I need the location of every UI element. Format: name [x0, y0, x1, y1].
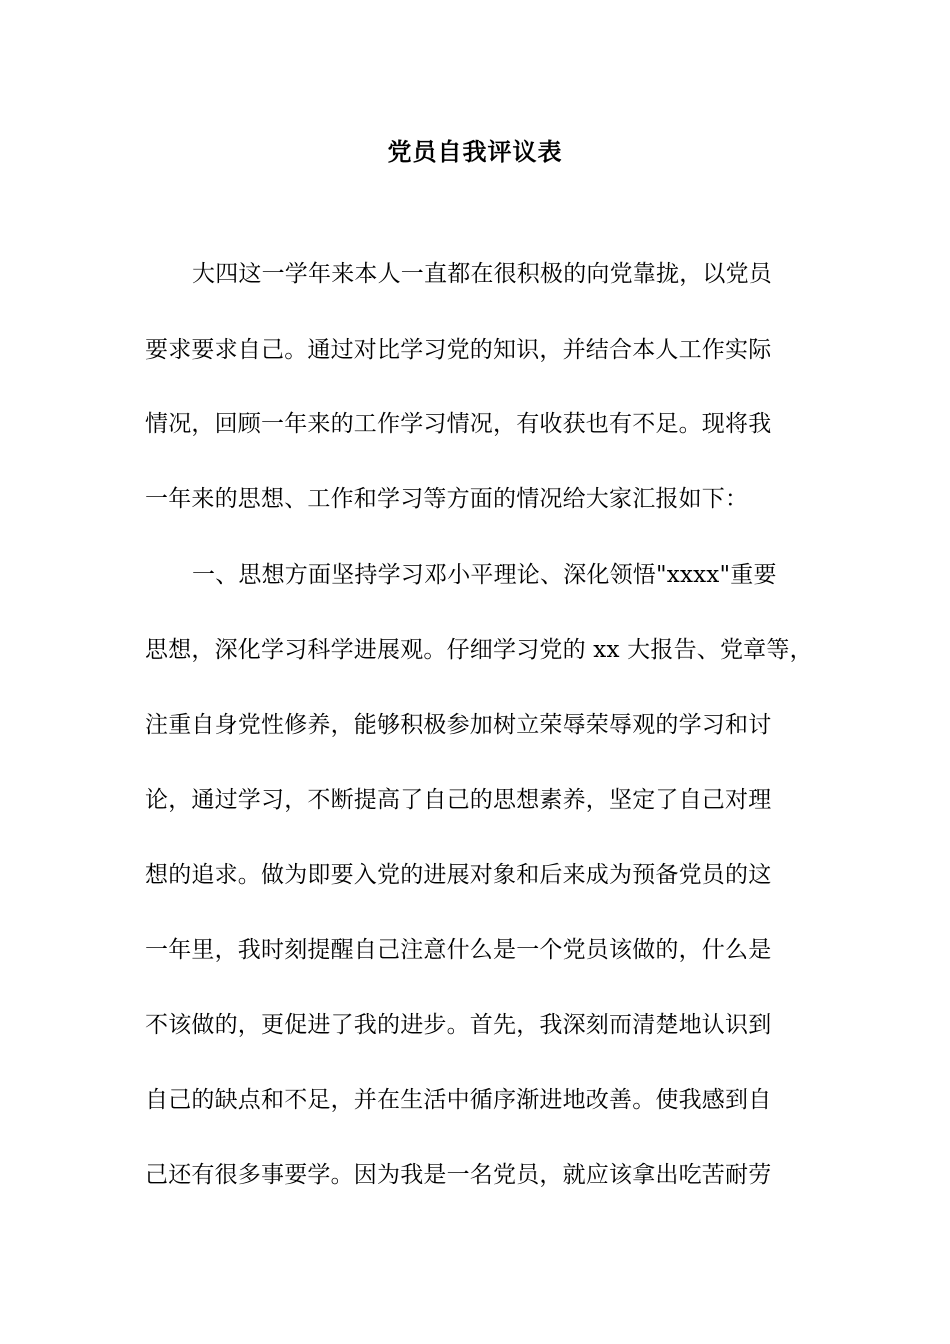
- paragraph-2-line-5: 想的追求。做为即要入党的进展对象和后来成为预备党员的这: [145, 862, 772, 888]
- paragraph-1-line-1: 大四这一学年来本人一直都在很积极的向党靠拢，以党员: [192, 261, 772, 287]
- paragraph-2-line-4: 论，通过学习，不断提高了自己的思想素养，坚定了自己对理: [145, 787, 772, 813]
- paragraph-1-line-4: 一年来的思想、工作和学习等方面的情况给大家汇报如下：: [145, 486, 749, 512]
- paragraph-2-line-6: 一年里，我时刻提醒自己注意什么是一个党员该做的，什么是: [145, 937, 772, 963]
- paragraph-2-line-2: 思想，深化学习科学进展观。仔细学习党的 xx 大报告、党章等，: [145, 637, 813, 663]
- document-title: 党员自我评议表: [387, 138, 563, 166]
- paragraph-2-line-3: 注重自身党性修养，能够积极参加树立荣辱荣辱观的学习和讨: [145, 712, 772, 738]
- paragraph-1-line-3: 情况，回顾一年来的工作学习情况，有收获也有不足。现将我: [145, 411, 772, 437]
- paragraph-2-line-9: 己还有很多事要学。因为我是一名党员，就应该拿出吃苦耐劳: [145, 1162, 772, 1188]
- paragraph-1-line-2: 要求要求自己。通过对比学习党的知识，并结合本人工作实际: [145, 337, 772, 363]
- paragraph-2-line-1: 一、思想方面坚持学习邓小平理论、深化领悟"xxxx"重要: [192, 562, 777, 588]
- paragraph-2-line-8: 自己的缺点和不足，并在生活中循序渐进地改善。使我感到自: [145, 1087, 772, 1113]
- paragraph-2-line-7: 不该做的，更促进了我的进步。首先，我深刻而清楚地认识到: [145, 1012, 772, 1038]
